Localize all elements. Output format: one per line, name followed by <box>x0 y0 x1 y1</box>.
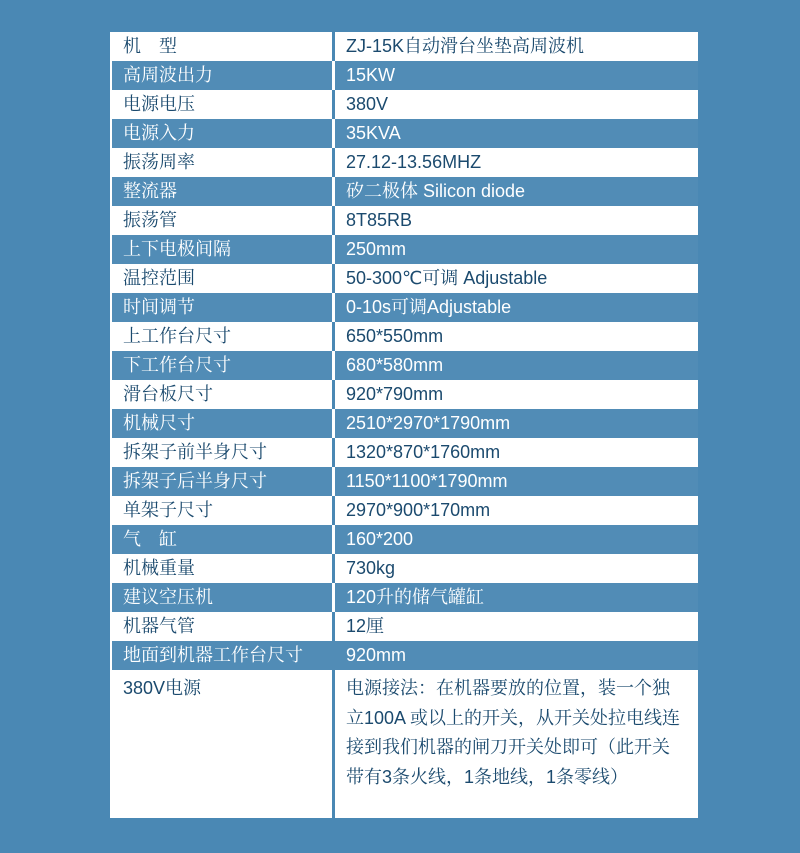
spec-table-row <box>112 583 698 612</box>
spec-table-row <box>112 32 698 61</box>
spec-label: 机 型 <box>112 32 332 61</box>
spec-table-row <box>112 148 698 177</box>
spec-table-row <box>112 380 698 409</box>
spec-value: 电源接法：在机器要放的位置，装一个独立100A 或以上的开关，从开关处拉电线连接到我们机器的闸刀开关处即可（此开关带有3条火线，1条地线，1条零线） <box>335 670 698 818</box>
spec-value: 680*580mm <box>335 351 698 380</box>
spec-table-row <box>112 177 698 206</box>
spec-label: 振荡管 <box>112 206 332 235</box>
spec-label: 上工作台尺寸 <box>112 322 332 351</box>
spec-value: 0-10s可调Adjustable <box>335 293 698 322</box>
spec-table-row <box>112 293 698 322</box>
spec-value: 1320*870*1760mm <box>335 438 698 467</box>
spec-value: 35KVA <box>335 119 698 148</box>
spec-label: 气 缸 <box>112 525 332 554</box>
spec-value: 8T85RB <box>335 206 698 235</box>
spec-table <box>110 32 698 818</box>
spec-value: 15KW <box>335 61 698 90</box>
spec-table-row <box>112 438 698 467</box>
spec-label: 机器气管 <box>112 612 332 641</box>
spec-table-row <box>112 670 698 818</box>
spec-value: 1150*1100*1790mm <box>335 467 698 496</box>
spec-label: 单架子尺寸 <box>112 496 332 525</box>
spec-label: 电源电压 <box>112 90 332 119</box>
spec-value: 2970*900*170mm <box>335 496 698 525</box>
spec-label: 380V电源 <box>112 670 332 818</box>
spec-label: 高周波出力 <box>112 61 332 90</box>
spec-label: 拆架子后半身尺寸 <box>112 467 332 496</box>
spec-label: 拆架子前半身尺寸 <box>112 438 332 467</box>
spec-label: 温控范围 <box>112 264 332 293</box>
spec-label: 下工作台尺寸 <box>112 351 332 380</box>
spec-table-row <box>112 206 698 235</box>
spec-value: 250mm <box>335 235 698 264</box>
spec-value: 120升的储气罐缸 <box>335 583 698 612</box>
spec-label: 机械重量 <box>112 554 332 583</box>
spec-table-row <box>112 90 698 119</box>
spec-value: 920*790mm <box>335 380 698 409</box>
spec-value: ZJ-15K自动滑台坐垫高周波机 <box>335 32 698 61</box>
spec-label: 电源入力 <box>112 119 332 148</box>
spec-value: 12厘 <box>335 612 698 641</box>
spec-table-row <box>112 264 698 293</box>
spec-label: 机械尺寸 <box>112 409 332 438</box>
spec-value: 380V <box>335 90 698 119</box>
spec-value: 920mm <box>335 641 698 670</box>
spec-value: 160*200 <box>335 525 698 554</box>
spec-table-row <box>112 525 698 554</box>
spec-value: 650*550mm <box>335 322 698 351</box>
spec-value: 矽二极体 Silicon diode <box>335 177 698 206</box>
spec-label: 建议空压机 <box>112 583 332 612</box>
spec-label: 整流器 <box>112 177 332 206</box>
spec-label: 上下电极间隔 <box>112 235 332 264</box>
spec-table-row <box>112 61 698 90</box>
spec-value: 50-300℃可调 Adjustable <box>335 264 698 293</box>
spec-table-row <box>112 641 698 670</box>
spec-label: 滑台板尺寸 <box>112 380 332 409</box>
spec-table-row <box>112 322 698 351</box>
spec-label: 时间调节 <box>112 293 332 322</box>
spec-table-row <box>112 235 698 264</box>
spec-table-row <box>112 612 698 641</box>
spec-table-row <box>112 554 698 583</box>
spec-table-row <box>112 351 698 380</box>
spec-table-row <box>112 119 698 148</box>
spec-value: 2510*2970*1790mm <box>335 409 698 438</box>
spec-value: 27.12-13.56MHZ <box>335 148 698 177</box>
spec-label: 振荡周率 <box>112 148 332 177</box>
spec-table-row <box>112 409 698 438</box>
spec-label: 地面到机器工作台尺寸 <box>112 641 332 670</box>
spec-table-row <box>112 496 698 525</box>
spec-table-row <box>112 467 698 496</box>
spec-value: 730kg <box>335 554 698 583</box>
